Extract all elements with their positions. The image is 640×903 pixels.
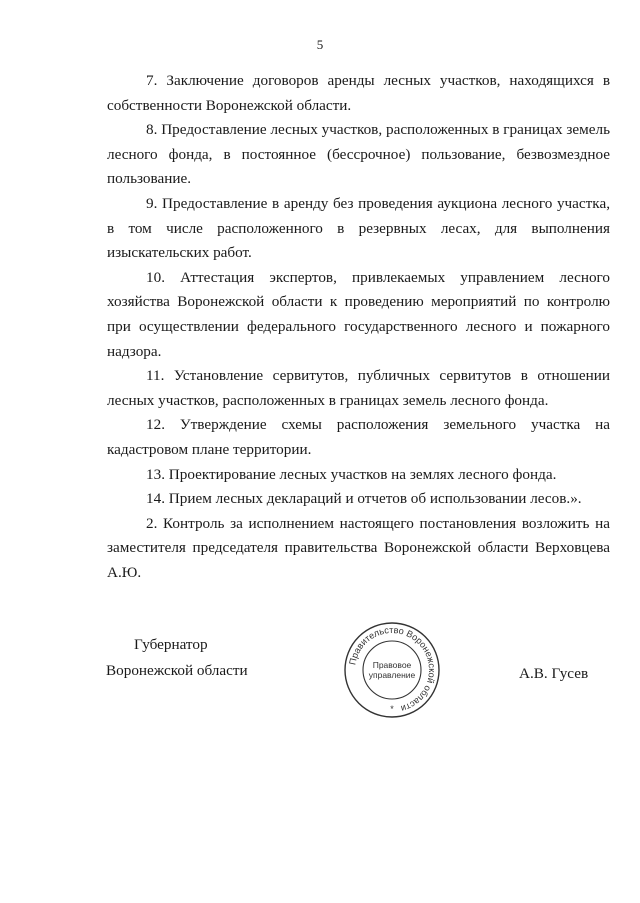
paragraph-item-10: 10. Аттестация экспертов, привлекаемых управлением лесного хозяйства Воронежской области к проведению мероприятий по контролю при осуществлении федерального государственного лесного и пожарного надзора. <box>107 268 610 360</box>
paragraph-item-11: 11. Установление сервитутов, публичных сервитутов в отношении лесных участков, расположенных в границах земель лесного фонда. <box>107 367 610 409</box>
signatory-name: А.В. Гусев <box>519 665 589 682</box>
paragraph-item-13: 13. Проектирование лесных участков на землях лесного фонда. <box>146 465 557 483</box>
paragraph-control-clause: 2. Контроль за исполнением настоящего постановления возложить на заместителя председателя правительства Воронежской области Верховцева А.Ю. <box>107 514 610 581</box>
paragraph-item-9: 9. Предоставление в аренду без проведения аукциона лесного участка, в том числе расположенного в резервных лесах, для выполнения изыскательских работ. <box>107 194 610 262</box>
paragraph-item-12: 12. Утверждение схемы расположения земельного участка на кадастровом плане территории. <box>107 416 610 458</box>
paragraph-item-8: 8. Предоставление лесных участков, расположенных в границах земель лесного фонда, в постоянное (бессрочное) пользование, безвозмездное пользование. <box>107 121 610 188</box>
stamp-ring-text: Правительство Воронежской области <box>347 624 438 714</box>
page-number: 5 <box>316 37 324 52</box>
stamp-center-line-1: Правовое <box>372 660 412 670</box>
paragraph-item-14: 14. Прием лесных деклараций и отчетов об использовании лесов.». <box>146 490 582 508</box>
signatory-title-line-2: Воронежской области <box>106 662 248 679</box>
signatory-title-line-1: Губернатор <box>134 636 208 653</box>
stamp-star: * <box>390 704 394 714</box>
official-seal-stamp <box>342 620 442 720</box>
paragraph-item-7: 7. Заключение договоров аренды лесных участков, находящихся в собственности Воронежской области. <box>107 72 610 114</box>
stamp-center-line-2: управление <box>368 670 416 680</box>
